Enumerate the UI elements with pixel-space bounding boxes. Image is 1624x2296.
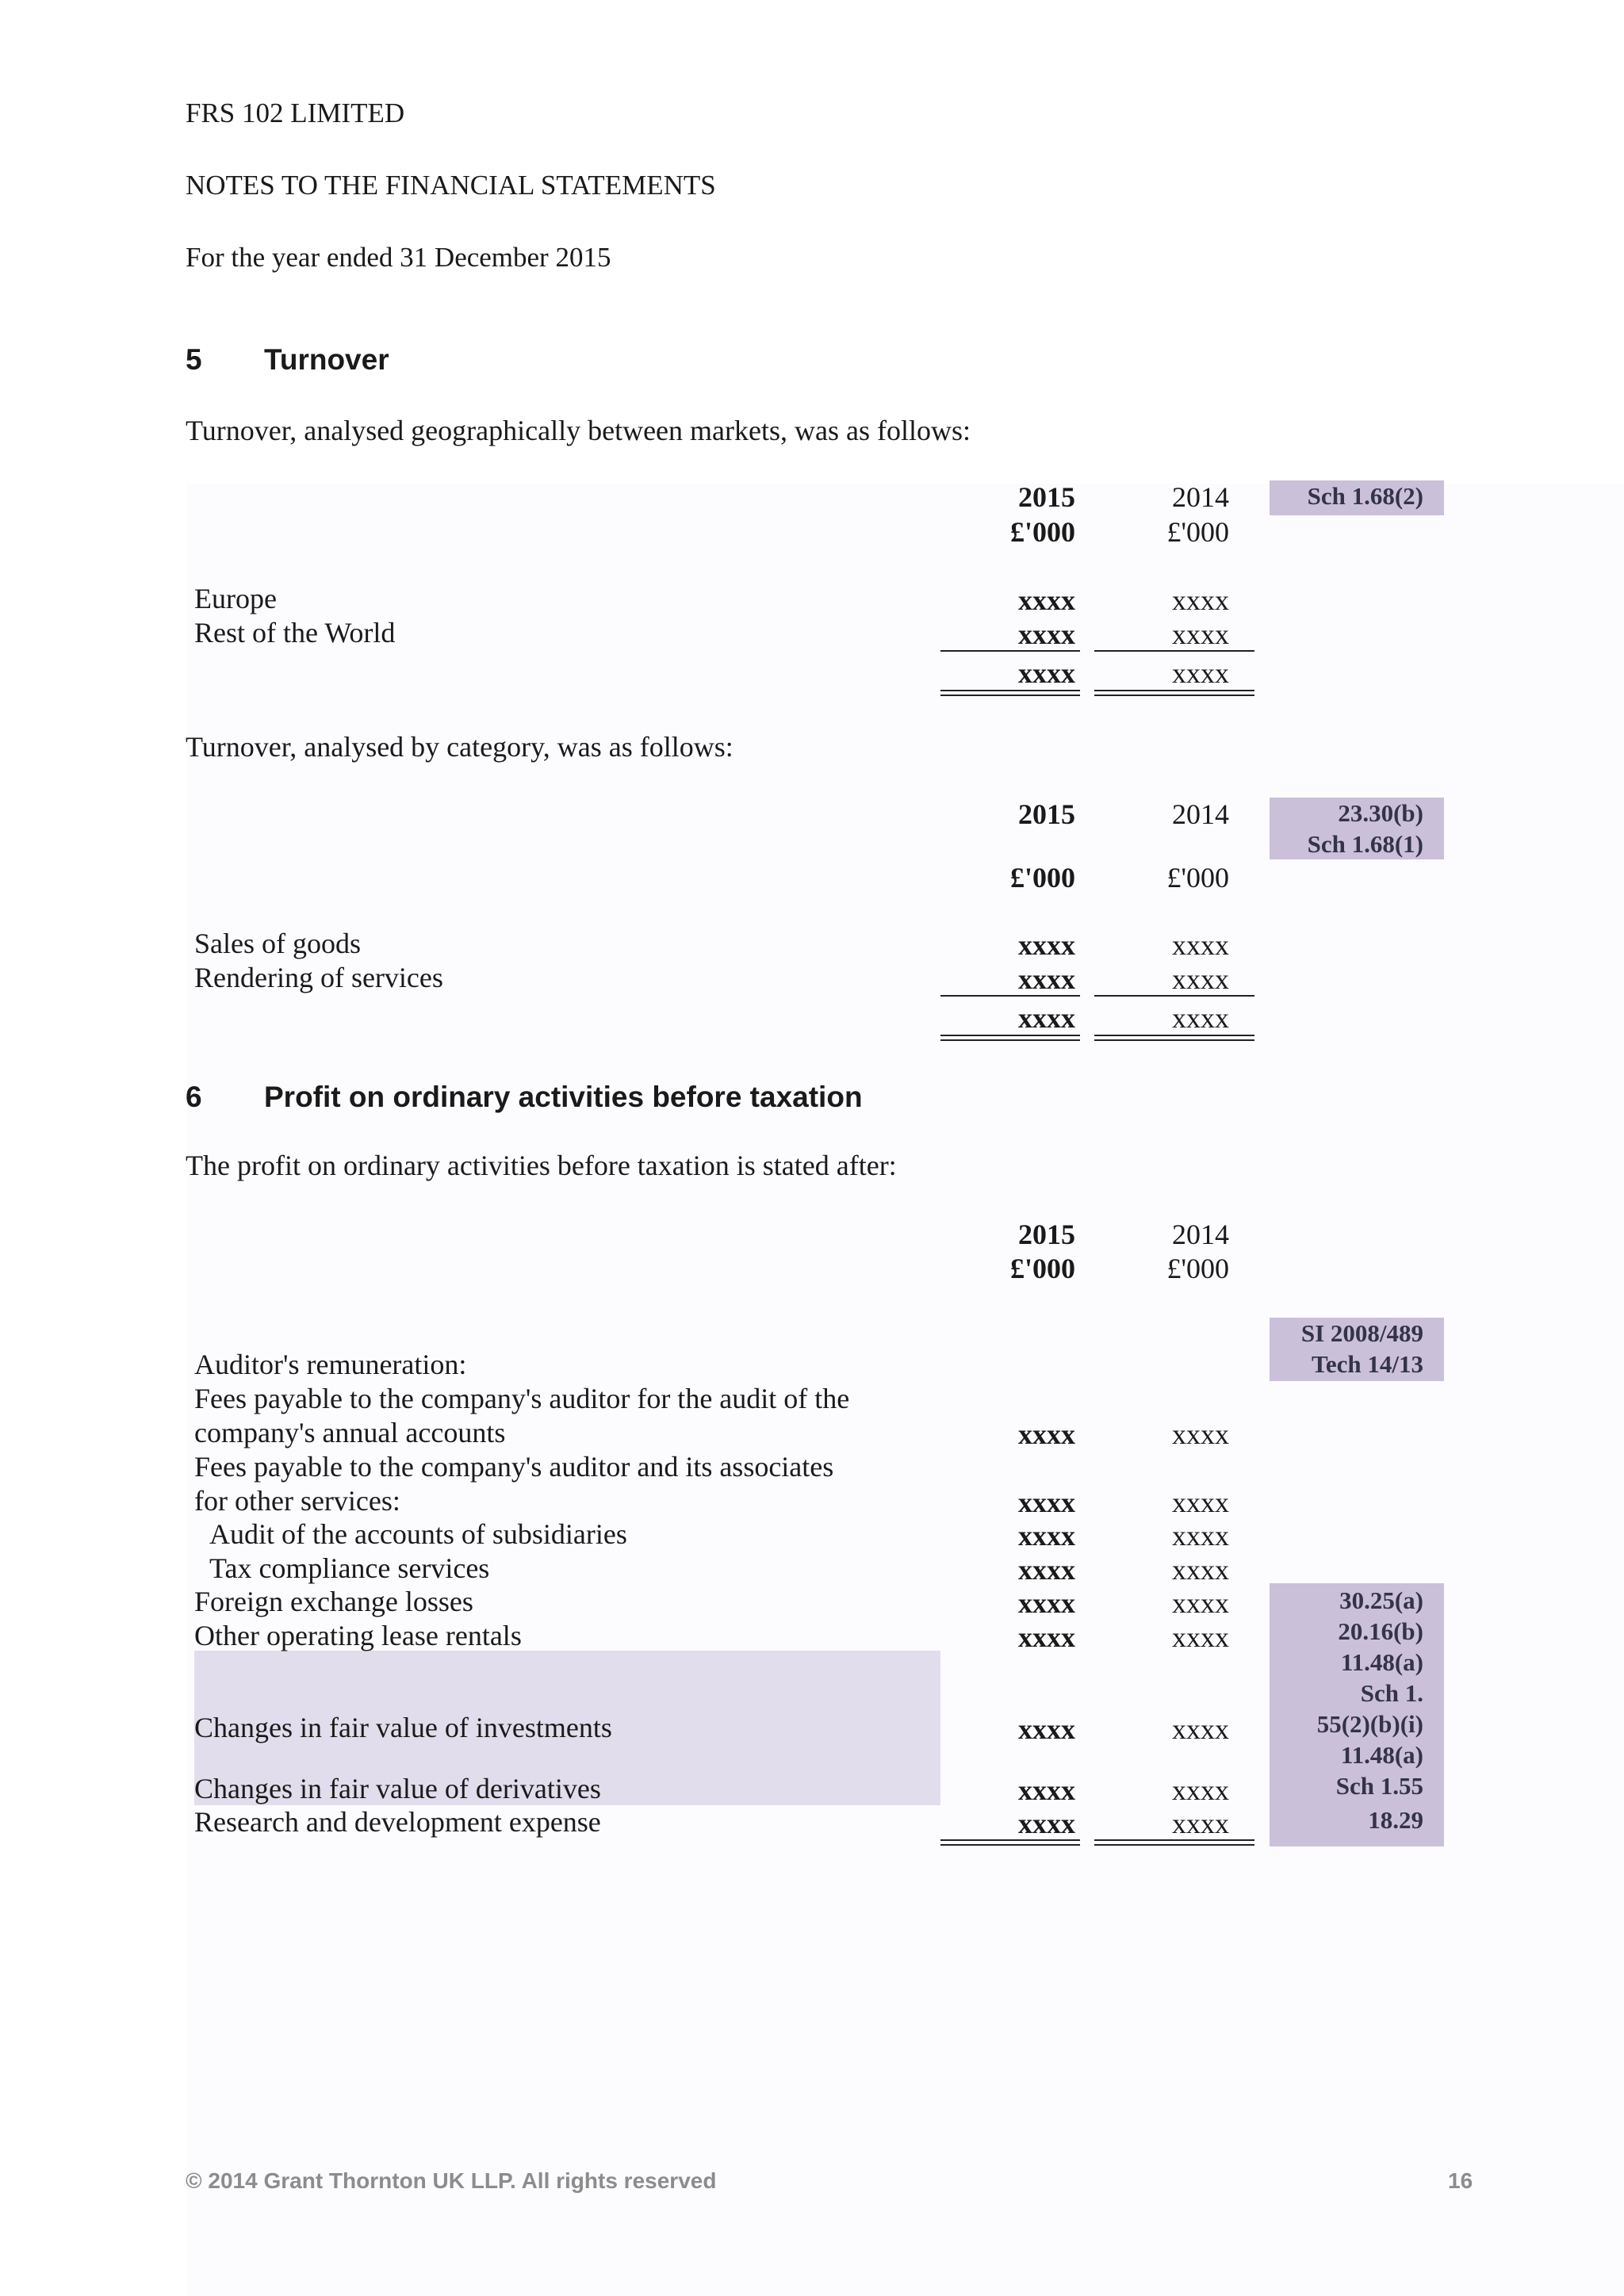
total-2015: xxxx xyxy=(1018,1002,1075,1034)
unit-header-2014: £'000 xyxy=(1166,862,1229,894)
value-2015: xxxx xyxy=(1018,1808,1075,1839)
unit-header-2015: £'000 xyxy=(1009,862,1075,894)
reference-text: 11.48(a) xyxy=(1340,1648,1423,1676)
value-2014: xxxx xyxy=(1172,1621,1229,1653)
section-number: 5 xyxy=(186,343,202,376)
profit-intro: The profit on ordinary activities before taxation is stated after: xyxy=(186,1150,897,1181)
value-2015: xxxx xyxy=(1018,1621,1075,1653)
reference-text: 18.29 xyxy=(1368,1806,1423,1834)
column-header-2015: 2015 xyxy=(1018,798,1075,830)
value-2014: xxxx xyxy=(1172,1520,1229,1552)
reference-text: Sch 1.55 xyxy=(1335,1772,1423,1800)
value-2015: xxxx xyxy=(1018,1520,1075,1552)
row-label: Research and development expense xyxy=(194,1806,601,1838)
total-2015: xxxx xyxy=(1018,657,1075,689)
unit-header-2014: £'000 xyxy=(1166,1253,1229,1284)
reference-box xyxy=(1270,1318,1444,1381)
row-label: for other services: xyxy=(194,1485,400,1517)
total-double-rule xyxy=(940,1035,1080,1041)
reference-box xyxy=(1270,1583,1444,1846)
row-label: Other operating lease rentals xyxy=(194,1620,522,1651)
row-label: Sales of goods xyxy=(194,928,361,959)
section-title: Profit on ordinary activities before taxation xyxy=(264,1081,863,1113)
row-label: Fees payable to the company's auditor and its associates xyxy=(194,1451,834,1483)
row-label: Audit of the accounts of subsidiaries xyxy=(209,1518,627,1550)
total-double-rule xyxy=(1094,690,1254,696)
column-header-2014: 2014 xyxy=(1172,481,1229,513)
company-name: FRS 102 LIMITED xyxy=(186,98,405,128)
row-label: Rest of the World xyxy=(194,617,396,649)
row-label: Foreign exchange losses xyxy=(194,1586,473,1617)
value-2014: xxxx xyxy=(1172,929,1229,961)
total-2014: xxxx xyxy=(1172,1002,1229,1034)
reference-text: 23.30(b) xyxy=(1338,799,1423,827)
reference-text: Sch 1.68(1) xyxy=(1307,830,1423,858)
value-2014: xxxx xyxy=(1172,1808,1229,1839)
value-2015: xxxx xyxy=(1018,1587,1075,1619)
row-label: Changes in fair value of derivatives xyxy=(194,1773,601,1804)
value-2014: xxxx xyxy=(1172,1554,1229,1586)
reference-box xyxy=(1270,480,1444,515)
period-statement: For the year ended 31 December 2015 xyxy=(186,242,611,273)
value-2014: xxxx xyxy=(1172,1713,1229,1745)
reference-text: 20.16(b) xyxy=(1338,1617,1423,1645)
row-label: Tax compliance services xyxy=(209,1552,490,1584)
value-2014: xxxx xyxy=(1172,618,1229,650)
row-label: Europe xyxy=(194,583,277,614)
value-2014: xxxx xyxy=(1172,963,1229,995)
value-2014: xxxx xyxy=(1172,1774,1229,1806)
value-2015: xxxx xyxy=(1018,618,1075,650)
value-2015: xxxx xyxy=(1018,1418,1075,1450)
total-double-rule xyxy=(940,1839,1080,1846)
reference-text: Sch 1. xyxy=(1360,1679,1423,1707)
reference-text: 11.48(a) xyxy=(1340,1741,1423,1769)
reference-text: Tech 14/13 xyxy=(1312,1350,1423,1378)
total-double-rule xyxy=(1094,1839,1254,1846)
value-2015: xxxx xyxy=(1018,1554,1075,1586)
reference-text: SI 2008/489 xyxy=(1300,1319,1423,1347)
row-label: Auditor's remuneration: xyxy=(194,1349,467,1380)
column-header-2014: 2014 xyxy=(1172,798,1229,830)
column-header-2015: 2015 xyxy=(1018,1219,1075,1250)
subtotal-rule xyxy=(1094,995,1254,997)
value-2015: xxxx xyxy=(1018,929,1075,961)
section-number: 6 xyxy=(186,1081,202,1113)
value-2015: xxxx xyxy=(1018,584,1075,616)
reference-text: 30.25(a) xyxy=(1339,1586,1423,1614)
row-label: Changes in fair value of investments xyxy=(194,1712,612,1743)
value-2014: xxxx xyxy=(1172,1418,1229,1450)
value-2014: xxxx xyxy=(1172,1487,1229,1518)
unit-header-2015: £'000 xyxy=(1009,516,1075,548)
subtotal-rule xyxy=(940,995,1080,997)
reference-box xyxy=(1270,798,1444,859)
value-2015: xxxx xyxy=(1018,1487,1075,1518)
total-double-rule xyxy=(940,690,1080,696)
value-2014: xxxx xyxy=(1172,1587,1229,1619)
row-label: Rendering of services xyxy=(194,962,443,993)
value-2014: xxxx xyxy=(1172,584,1229,616)
column-header-2015: 2015 xyxy=(1018,481,1075,513)
unit-header-2014: £'000 xyxy=(1166,516,1229,548)
value-2015: xxxx xyxy=(1018,1713,1075,1745)
total-double-rule xyxy=(1094,1035,1254,1041)
reference-text: Sch 1.68(2) xyxy=(1307,482,1423,510)
column-header-2014: 2014 xyxy=(1172,1219,1229,1250)
row-label: Fees payable to the company's auditor for the audit of the xyxy=(194,1383,850,1414)
document-title: NOTES TO THE FINANCIAL STATEMENTS xyxy=(186,170,716,201)
page-number: 16 xyxy=(1448,2168,1473,2193)
geo-intro: Turnover, analysed geographically between markets, was as follows: xyxy=(186,415,971,446)
unit-header-2015: £'000 xyxy=(1009,1253,1075,1284)
row-label: company's annual accounts xyxy=(194,1417,506,1448)
reference-text: 55(2)(b)(i) xyxy=(1316,1710,1423,1738)
footer-copyright: © 2014 Grant Thornton UK LLP. All rights reserved xyxy=(186,2168,717,2193)
total-2014: xxxx xyxy=(1172,657,1229,689)
section-title: Turnover xyxy=(264,343,389,376)
value-2015: xxxx xyxy=(1018,1774,1075,1806)
subtotal-rule xyxy=(940,650,1080,652)
subtotal-rule xyxy=(1094,650,1254,652)
value-2015: xxxx xyxy=(1018,963,1075,995)
category-intro: Turnover, analysed by category, was as follows: xyxy=(186,731,733,763)
